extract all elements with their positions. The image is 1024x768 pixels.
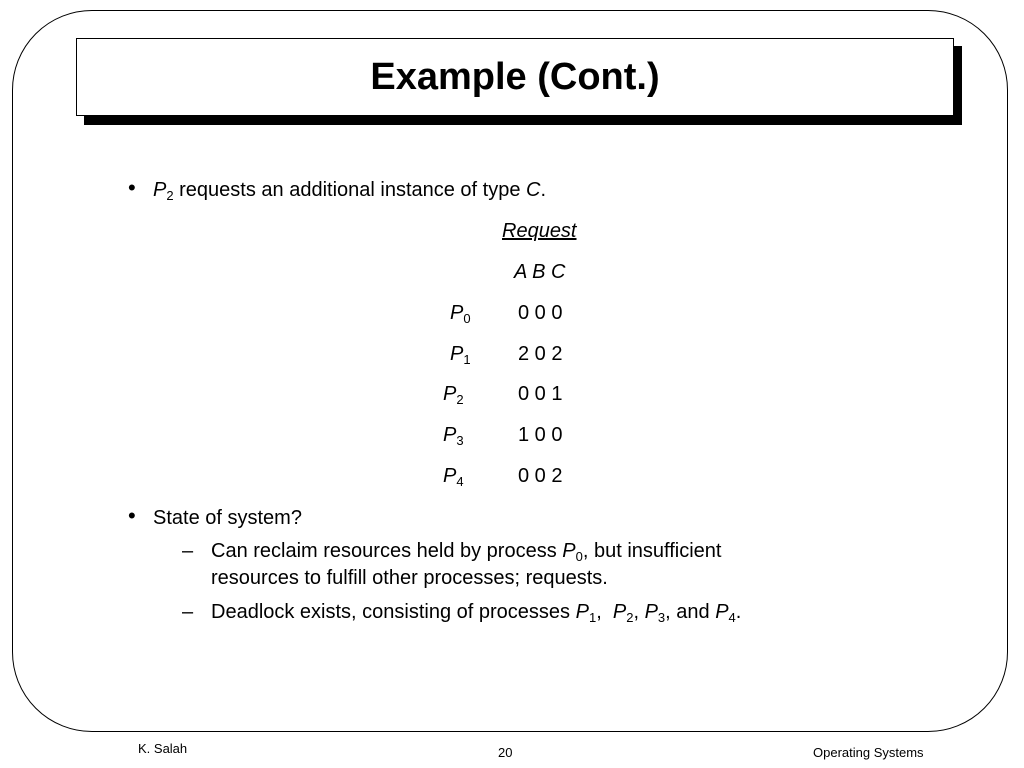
process-letter: P	[153, 179, 167, 201]
table-row-label: $P_2$	[443, 383, 464, 407]
table-row-values: 0 0 0	[518, 302, 563, 324]
footer-course: Operating Systems	[813, 745, 924, 760]
bullet-1-text: requests an additional instance of type	[173, 179, 527, 201]
table-row-label: $P_1$	[450, 343, 471, 367]
title-box	[76, 38, 954, 116]
process-subscript: 2	[166, 188, 174, 203]
sub-bullet-2: Deadlock exists, consisting of processes $P_1$, $P_2$, $P_3$, and $P_4$.	[211, 601, 742, 625]
table-row-values: 0 0 1	[518, 383, 563, 405]
table-row-label: $P_4$	[443, 465, 464, 489]
bullet-icon: •	[128, 175, 136, 200]
table-row-values: 0 0 2	[518, 465, 563, 487]
footer-page-number: 20	[498, 745, 513, 760]
sub-bullet-1-line-2: resources to fulfill other processes; requests.	[211, 567, 608, 589]
dash-icon: –	[182, 540, 194, 562]
sub-bullet-1: Can reclaim resources held by process $P_0$, but insufficient	[211, 540, 722, 564]
table-columns: A B C	[514, 261, 566, 283]
bullet-1	[153, 178, 546, 202]
table-row-label: $P_0$	[450, 302, 471, 326]
table-row-values: 2 0 2	[518, 343, 563, 365]
dash-icon: –	[182, 601, 194, 623]
slide-title: Example (Cont.)	[370, 55, 660, 98]
bullet-icon: •	[128, 503, 136, 528]
table-row-label: $P_3$	[443, 424, 464, 448]
footer-author: K. Salah	[138, 741, 188, 756]
resource-type: C	[526, 179, 541, 201]
bullet-1-end: .	[540, 179, 547, 201]
table-row-values: 1 0 0	[518, 424, 563, 446]
table-header: Request	[502, 220, 577, 242]
bullet-2: State of system?	[153, 507, 302, 529]
